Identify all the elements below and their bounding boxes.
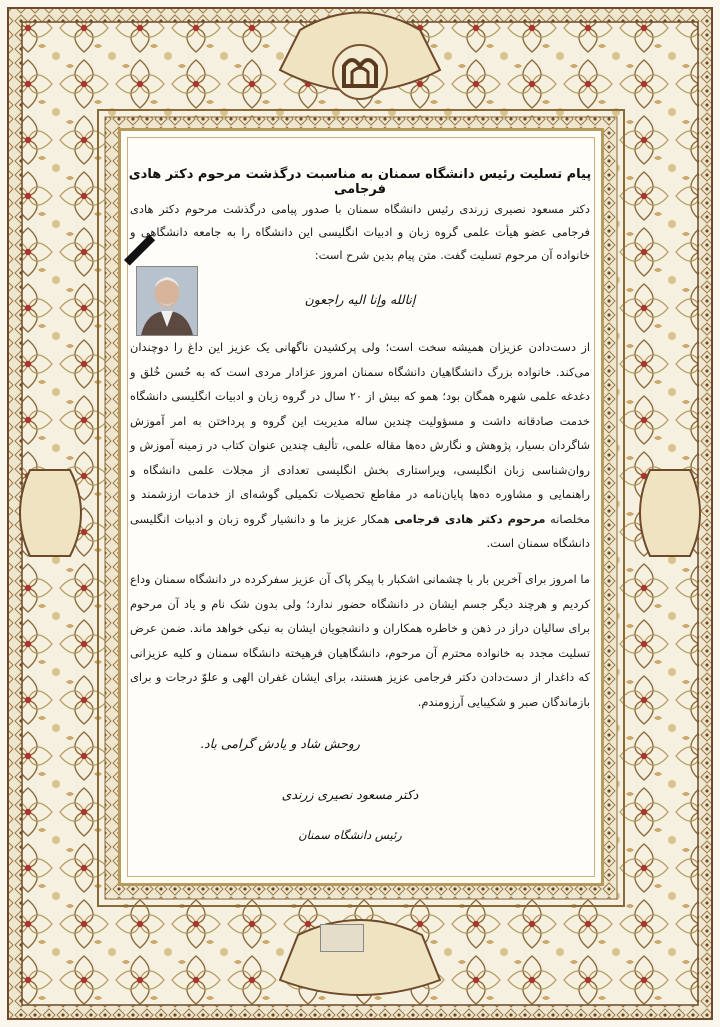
deceased-name: مرحوم دکتر هادی فرجامی: [394, 511, 546, 526]
semnan-university-logo-icon: [330, 44, 390, 100]
page-title: پیام تسلیت رئیس دانشگاه سمنان به مناسبت درگذشت مرحوم دکتر هادی فرجامی: [128, 167, 592, 197]
portrait-photo: [136, 266, 198, 336]
closing-line: روحش شاد و یادش گرامی باد.: [200, 736, 360, 751]
paragraph-1-end: همکار عزیز ما و دانشیار گروه زبان و ادبیات انگلیسی دانشگاه سمنان است.: [130, 511, 590, 550]
signatory-name: دکتر مسعود نصیری زرندی: [281, 787, 419, 802]
paragraph-1: [130, 335, 590, 556]
quranic-verse: إنالله وإنا اليه راجعون: [304, 292, 416, 307]
stamp-icon: [320, 924, 364, 952]
intro-paragraph: دکتر مسعود نصیری زرندی رئیس دانشگاه سمنان با صدور پیامی درگذشت مرحوم دکتر هادی فرجامی عضو هیأت علمی گروه زبان و ادبیات انگلیسی این دانشگاه را به جامعه دانشگاهی و خانواده آن مرحوم تسلیت گفت. متن پیام بدین شرح است:: [130, 202, 590, 262]
paragraph-2: ما امروز برای آخرین بار با چشمانی اشکبار با پیکر پاک آن عزیز سفرکرده در دانشگاه سمنان وداع کردیم و هرچند دیگر جسم ایشان در دانشگاه حضور ندارد؛ ولی بدون شک نام و یاد آن مرحوم برای سالیان دراز در ذهن و خاطره همکاران و دانشجویان ایشان به نیکی خواهد ماند. ضمن عرض تسلیت مجدد به خانواده محترم آن مرحوم، دانشگاهیان فرهیخته دانشگاه سمنان و کلیه عزیزانی که داغدار از دست‌دادن دکتر فرجامی عزیز هستند، برای ایشان غفران الهی و علوّ درجات و برای بازماندگان صبر و شکیبایی آرزومندم.: [130, 572, 590, 709]
signatory-title: رئیس دانشگاه سمنان: [298, 828, 402, 842]
paragraph-1-text: از دست‌دادن عزیزان همیشه سخت است؛ ولی پرکشیدن ناگهانی یک عزیز این داغ را دوچندان می‌کند. خانواده بزرگ دانشگاهیان دانشگاه سمنان امروز عزادار مردی است که به حُسن خُلق و دغدغه علمی شهره همگان بود؛ همو که بیش از ۲۰ سال در گروه زبان و ادبیات انگلیسی دانشگاه خدمت صادقانه داشت و مسؤولیت چندین ساله مدیریت این گروه و پرداختن به امر آموزش شاگردان بسیار، پژوهش و نگارش ده‌ها مقاله علمی، تألیف چندین عنوان کتاب در زمینه آموزش و روان‌شناسی زبان انگلیسی، ویراستاری بخش انگلیسی تعدادی از مجلات علمی دانشگاه و راهنمایی و مشاوره ده‌ها پایان‌نامه در مقاطع تحصیلات تکمیلی گوشه‌ای از خدمات ارزشمند و مخلصانه: [130, 340, 591, 526]
